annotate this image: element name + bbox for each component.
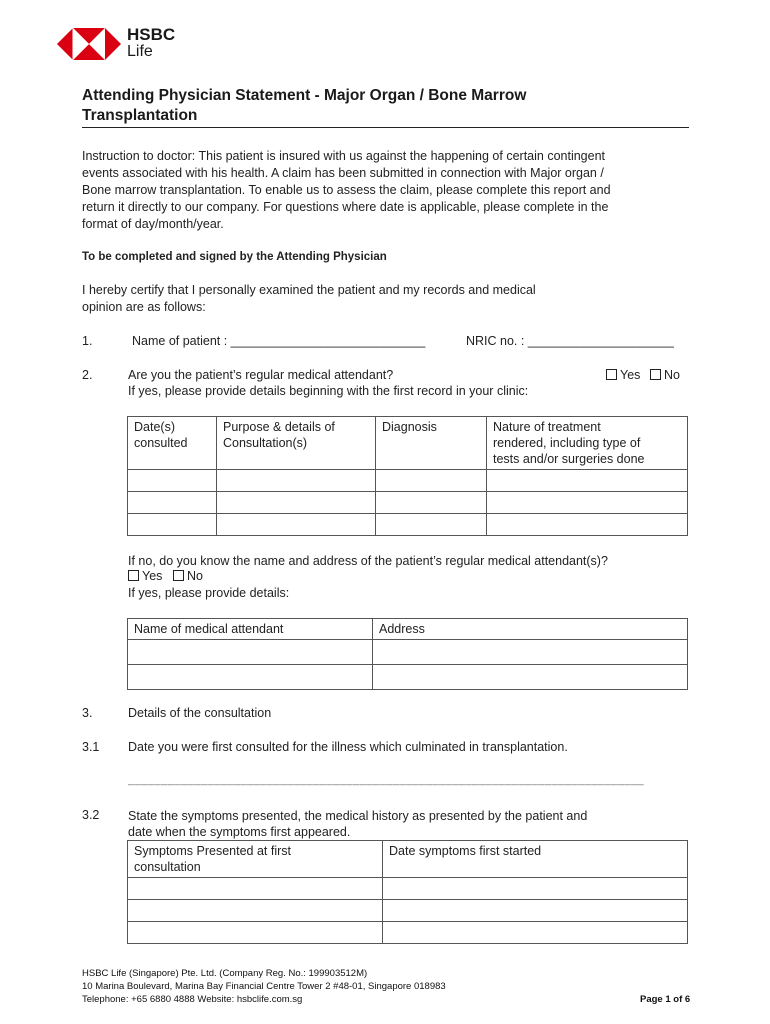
footer-contact: Telephone: +65 6880 4888 Website: hsbclife.com.sg [82,994,303,1005]
table-cell[interactable] [217,470,376,492]
certify-line: I hereby certify that I personally examined the patient and my records and medical [82,283,536,297]
q2-if-yes-details: If yes, please provide details: [128,586,290,600]
table-cell[interactable] [128,900,383,922]
hsbc-logo [57,26,187,62]
table-row[interactable] [128,470,688,492]
q32-number: 3.2 [82,808,100,822]
symptoms-table [127,840,688,944]
header-text: Date(s) [134,420,175,434]
q2b-no-option[interactable] [173,569,203,583]
q3-label: Details of the consultation [128,706,272,720]
q2-number: 2. [82,368,93,382]
header-text: Date symptoms first started [389,844,542,858]
q1-number: 1. [82,334,93,348]
hsbc-hexagon-icon [57,28,121,60]
header-treatment [487,417,688,470]
instruction-line: return it directly to our company. For questions where date is applicable, please complete in the [82,200,609,214]
table-header-row [128,619,688,640]
patient-name-field[interactable]: Name of patient : ____________________________ [132,334,426,348]
header-purpose [217,417,376,470]
q2b-no-label: No [187,569,203,583]
header-address: Address [373,619,688,640]
table-header-row [128,841,688,878]
table-cell[interactable] [128,492,217,514]
table-row[interactable] [128,922,688,944]
table-cell[interactable] [128,640,373,665]
brand-name: HSBC [127,25,176,44]
q3-number: 3. [82,706,93,720]
q2-if-no: If no, do you know the name and address of the patient’s regular medical attendant(s)? [128,554,608,568]
header-attendant-name: Name of medical attendant [128,619,373,640]
page-number: Page 1 of 6 [640,994,691,1005]
table-cell[interactable] [383,922,688,944]
table-cell[interactable] [128,922,383,944]
table-cell[interactable] [128,665,373,690]
header-diagnosis [376,417,487,470]
brand-sub: Life [127,43,153,60]
instruction-line: Instruction to doctor: This patient is insured with us against the happening of certain contingent [82,149,606,163]
q2b-yes-option[interactable] [128,569,162,583]
table-cell[interactable] [376,492,487,514]
footer-address: 10 Marina Boulevard, Marina Bay Financial Centre Tower 2 #48-01, Singapore 018983 [82,981,446,992]
instruction-line: events associated with his health. A claim has been submitted in connection with Major organ / [82,166,604,180]
consultation-table [127,416,688,536]
table-row[interactable] [128,492,688,514]
checkbox-icon[interactable] [128,570,139,581]
table-cell[interactable] [373,640,688,665]
table-cell[interactable] [487,470,688,492]
header-text: rendered, including type of [493,436,641,450]
page-title [82,86,692,126]
q32-question [128,808,690,840]
header-text: Purpose & details of [223,420,335,434]
checkbox-icon[interactable] [173,570,184,581]
table-cell[interactable] [376,470,487,492]
table-cell[interactable] [128,878,383,900]
table-row[interactable] [128,665,688,690]
header-text: Nature of treatment [493,420,601,434]
header-dates [128,417,217,470]
instruction-line: format of day/month/year. [82,217,224,231]
table-cell[interactable] [128,470,217,492]
q2-yes-label: Yes [620,368,641,382]
table-row[interactable] [128,514,688,536]
table-cell[interactable] [383,900,688,922]
q32-line: date when the symptoms first appeared. [128,825,351,839]
certify-paragraph [82,282,692,316]
q31-question: Date you were first consulted for the illness which culminated in transplantation. [128,740,568,754]
header-symptoms [128,841,383,878]
title-divider [82,127,689,128]
table-cell[interactable] [383,878,688,900]
footer-company: HSBC Life (Singapore) Pte. Ltd. (Company Reg. No.: 199903512M) [82,968,368,979]
header-text: Symptoms Presented at first [134,844,292,858]
nric-field[interactable]: NRIC no. : _____________________ [466,334,674,348]
checkbox-icon[interactable] [606,369,617,380]
title-line-2: Transplantation [82,107,198,124]
q32-line: State the symptoms presented, the medical history as presented by the patient and [128,809,588,823]
q2-no-option[interactable] [650,368,680,382]
section-heading: To be completed and signed by the Attending Physician [82,251,387,263]
q31-number: 3.1 [82,740,100,754]
checkbox-icon[interactable] [650,369,661,380]
table-row[interactable] [128,878,688,900]
q2-no-label: No [664,368,680,382]
instruction-paragraph [82,148,692,233]
table-header-row [128,417,688,470]
table-cell[interactable] [128,514,217,536]
header-text: Diagnosis [382,420,437,434]
table-cell[interactable] [376,514,487,536]
header-text: consultation [134,860,201,874]
table-row[interactable] [128,640,688,665]
table-cell[interactable] [217,492,376,514]
q2-question: Are you the patient’s regular medical attendant? [128,368,394,382]
certify-line: opinion are as follows: [82,300,206,314]
q2b-yes-label: Yes [142,569,163,583]
q2-yes-option[interactable] [606,368,640,382]
title-line-1: Attending Physician Statement - Major Organ / Bone Marrow [82,87,527,104]
instruction-line: Bone marrow transplantation. To enable us to assess the claim, please complete this report and [82,183,611,197]
header-text: Consultation(s) [223,436,308,450]
table-cell[interactable] [373,665,688,690]
header-date-started [383,841,688,878]
q2-followup: If yes, please provide details beginning with the first record in your clinic: [128,384,529,398]
table-cell[interactable] [487,514,688,536]
attendant-table [127,618,688,690]
q31-answer-line[interactable]: ______________________________________________________________________________ [128,774,645,786]
header-text: tests and/or surgeries done [493,452,645,466]
table-cell[interactable] [487,492,688,514]
table-cell[interactable] [217,514,376,536]
header-text: consulted [134,436,188,450]
table-row[interactable] [128,900,688,922]
